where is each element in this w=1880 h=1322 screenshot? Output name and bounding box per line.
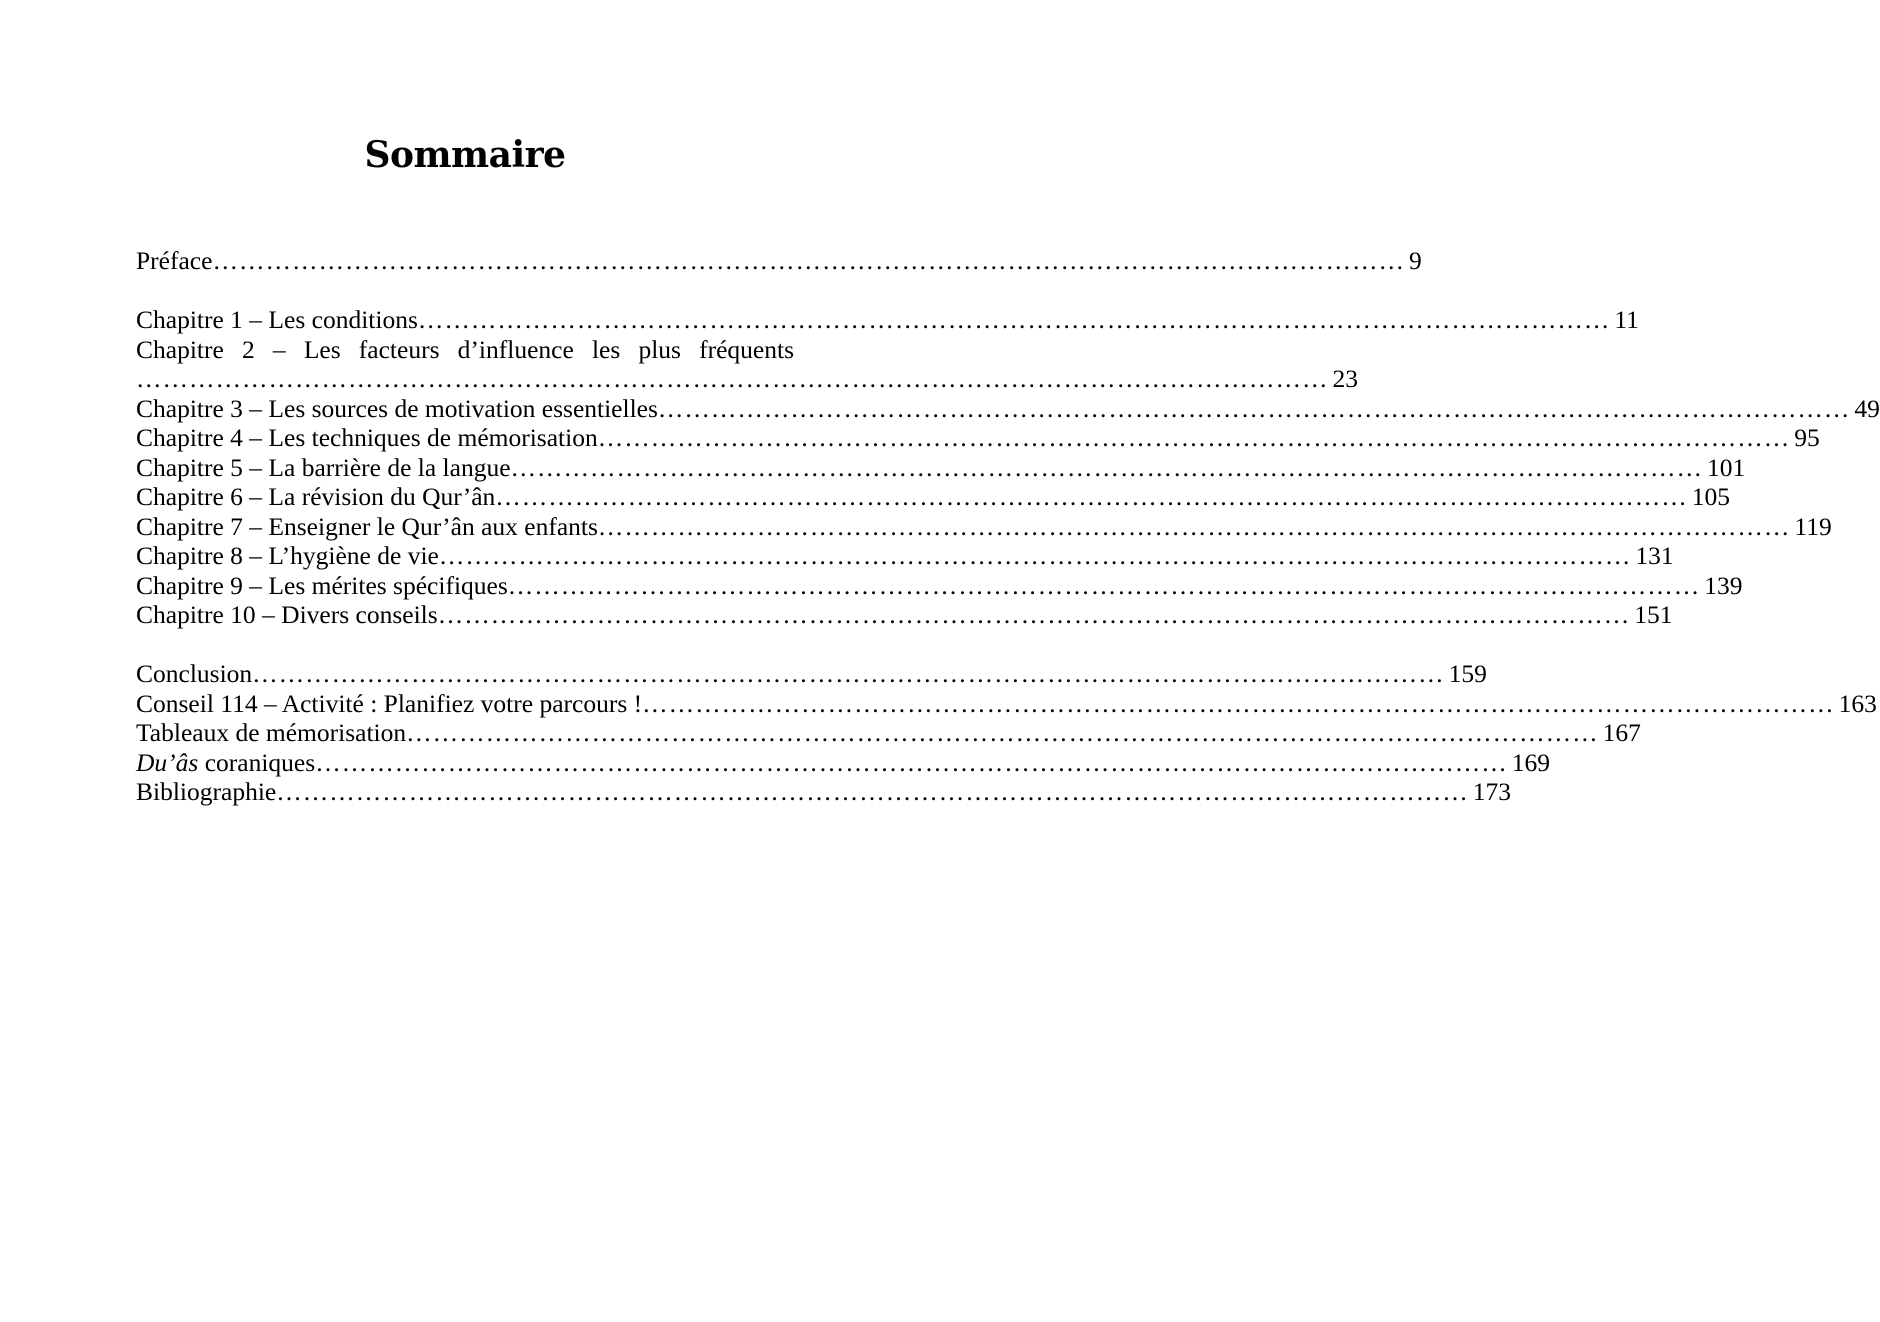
toc-entry-label: Chapitre 5 – La barrière de la langue [136,452,511,482]
toc-entry-label: Chapitre 2 – Les facteurs d’influence les plus fréquents [136,334,794,364]
toc-entry-chapter-7[interactable] [136,511,1832,542]
toc-leader-dots: ……………………………………………………………………………………………………………………… [642,688,1835,718]
toc-entry-chapter-1[interactable] [136,305,1639,335]
toc-page-number: 169 [1511,747,1550,777]
toc-leader-dots: ……………………………………………………………………………………………………………………… [212,246,1405,275]
toc-leader-dots: ……………………………………………………………………………………………………………………… [657,393,1851,423]
toc-entry-label: Conseil 114 – Activité : Planifiez votre parcours ! [136,688,643,718]
toc-leader-dots: ……………………………………………………………………………………………………………………… [276,777,1469,806]
toc-leader-dots: ……………………………………………………………………………………………………………………… [315,747,1508,777]
toc-leader-dots: ……………………………………………………………………………………………………………………… [437,600,1631,629]
toc-entry-chapter-9[interactable] [136,570,1743,601]
toc-entry-chapter-2-title[interactable] [136,335,794,365]
toc-leader-dots: ……………………………………………………………………………………………………………………… [417,305,1611,334]
toc-leader-dots: ……………………………………………………………………………………………………………………… [510,452,1704,482]
toc-spacer [136,276,794,306]
toc-page-number: 101 [1707,452,1746,482]
toc-leader-dots: ……………………………………………………………………………………………………………………… [495,482,1688,511]
toc-entry-chapter-6[interactable] [136,482,1731,512]
toc-entry-chapter-4[interactable] [136,423,1820,453]
toc-leader-dots: ……………………………………………………………………………………………………………………… [597,423,1791,452]
toc-entry-label: Chapitre 1 – Les conditions [136,305,418,334]
toc-entry-conseil-114[interactable] [136,688,1877,719]
toc-entry-label-italic: Du’âs [136,747,199,777]
toc-entry-label: Chapitre 9 – Les mérites spécifiques [136,570,508,600]
toc-entry-tableaux[interactable] [136,718,1641,748]
toc-entry-label-rest: coraniques [198,747,316,777]
toc-entry-duas[interactable] [136,747,1550,778]
toc-entry-label: Conclusion [136,659,253,688]
page-title: Sommaire [364,134,566,176]
toc-page-number: 151 [1634,600,1673,629]
toc-page-number: 23 [1332,364,1358,393]
toc-leader-dots: ……………………………………………………………………………………………………………………… [406,718,1599,747]
toc-entry-chapter-5[interactable] [136,452,1746,483]
toc-leader-dots: ……………………………………………………………………………………………………………………… [252,659,1445,688]
toc-page-number: 131 [1635,541,1674,570]
toc-entry-chapter-3[interactable] [136,393,1880,424]
toc-leader-dots: ……………………………………………………………………………………………………………………… [507,570,1701,600]
toc-leader-dots: ……………………………………………………………………………………………………………………… [136,364,1329,393]
toc-page-number: 95 [1794,423,1820,452]
toc-entry-label: Bibliographie [136,777,277,806]
toc-entry-bibliographie[interactable] [136,777,1511,807]
toc-page-number: 167 [1602,718,1641,747]
toc-entry-chapter-8[interactable] [136,541,1674,571]
toc-leader-dots: ……………………………………………………………………………………………………………………… [597,511,1791,541]
toc-page-number: 163 [1838,688,1877,718]
toc-entry-label [136,748,315,778]
toc-spacer [136,630,794,660]
toc-entry-label: Chapitre 7 – Enseigner le Qur’ân aux enfants [136,511,598,541]
toc-page-number: 49 [1854,393,1880,423]
toc-page-number: 159 [1448,659,1487,688]
toc-entry-label: Chapitre 4 – Les techniques de mémorisation [136,423,598,452]
toc-entry-chapter-2-leader[interactable] [136,364,1358,394]
toc-page-number: 139 [1704,570,1743,600]
toc-page-number: 9 [1408,246,1422,275]
toc-page-number: 173 [1472,777,1511,806]
toc-entry-chapter-10[interactable] [136,600,1673,630]
toc-entry-label: Chapitre 10 – Divers conseils [136,600,438,629]
toc-page-number: 119 [1794,511,1832,541]
toc-page-number: 11 [1614,305,1639,334]
toc-entry-label: Chapitre 3 – Les sources de motivation essentielles [136,393,658,423]
table-of-contents [136,246,1880,807]
toc-entry-label: Chapitre 8 – L’hygiène de vie [136,541,439,570]
toc-page-number: 105 [1691,482,1731,511]
toc-entry-label: Tableaux de mémorisation [136,718,407,747]
toc-entry-preface[interactable] [136,246,1422,276]
toc-leader-dots: ……………………………………………………………………………………………………………………… [438,541,1632,570]
toc-entry-label: Préface [136,246,213,275]
toc-entry-conclusion[interactable] [136,659,1487,689]
toc-entry-label: Chapitre 6 – La révision du Qur’ân [136,482,496,511]
